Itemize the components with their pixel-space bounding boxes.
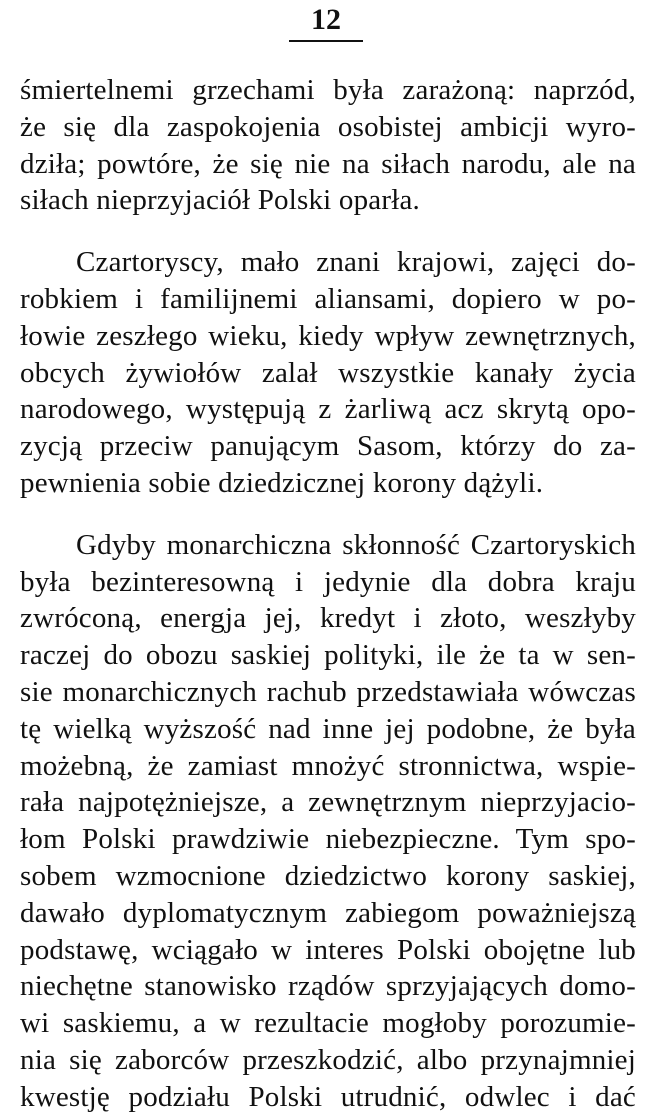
text-line: Czartoryscy, mało znani krajowi, zajęci do- <box>76 246 636 279</box>
text-line: łom Polski prawdziwie niebezpieczne. Tym spo- <box>20 823 636 856</box>
paragraph-3 <box>20 527 636 1116</box>
page-number-rule <box>289 40 363 42</box>
text-line: zwróconą, energja jej, kredyt i złoto, weszłyby <box>20 602 636 635</box>
text-line: była bezinteresowną i jedynie dla dobra kraju <box>20 565 636 598</box>
text-line: obcych żywiołów zalał wszystkie kanały życia <box>20 356 636 389</box>
paragraph-1 <box>20 72 636 219</box>
text-line: robkiem i familijnemi aliansami, dopiero w po- <box>20 282 636 315</box>
text-line: rała najpotężniejsze, a zewnętrznym nieprzyjacio- <box>20 786 636 819</box>
text-line: dawało dyplomatycznym zabiegom poważniejszą <box>20 896 636 929</box>
body-text <box>20 72 636 1116</box>
text-line: narodowego, występują z żarliwą acz skrytą opo- <box>20 393 636 426</box>
text-line: siłach nieprzyjaciół Polski oparła. <box>20 184 421 217</box>
text-line: wi saskiemu, a w rezultacie mogłoby porozumie- <box>20 1007 636 1040</box>
text-line: łowie zeszłego wieku, kiedy wpływ zewnętrznych, <box>20 319 636 352</box>
text-line: sie monarchicznych rachub przedstawiała wówczas <box>20 675 636 708</box>
text-line: Gdyby monarchiczna skłonność Czartoryskich <box>76 528 636 561</box>
text-line: tę wielką wyższość nad inne jej podobne, że była <box>20 712 636 745</box>
text-line: możebną, że zamiast mnożyć stronnictwa, wspie- <box>20 749 636 782</box>
text-line: śmiertelnemi grzechami była zarażoną: naprzód, <box>20 74 636 106</box>
text-line: raczej do obozu saskiej polityki, ile że ta w sen- <box>20 639 636 672</box>
text-line: nia się zaborców przeszkodzić, albo przynajmniej <box>20 1043 636 1076</box>
text-line: że się dla zaspokojenia osobistej ambicji wyro- <box>20 110 636 143</box>
text-line: podstawę, wciągało w interes Polski obojętne lub <box>20 933 636 966</box>
page-number: 12 <box>311 3 341 36</box>
paragraph-2 <box>20 244 636 502</box>
text-line: pewnienia sobie dziedzicznej korony dążyli. <box>20 466 544 499</box>
text-line: zycją przeciw panującym Sasom, którzy do za- <box>20 430 636 463</box>
text-line: kwestję podziału Polski utrudnić, odwlec i dać <box>20 1080 636 1113</box>
text-line: niechętne stanowisko rządów sprzyjających domo- <box>20 970 636 1003</box>
text-line: dziła; powtóre, że się nie na siłach narodu, ale na <box>20 147 636 180</box>
text-line: sobem wzmocnione dziedzictwo korony saskiej, <box>20 859 636 892</box>
